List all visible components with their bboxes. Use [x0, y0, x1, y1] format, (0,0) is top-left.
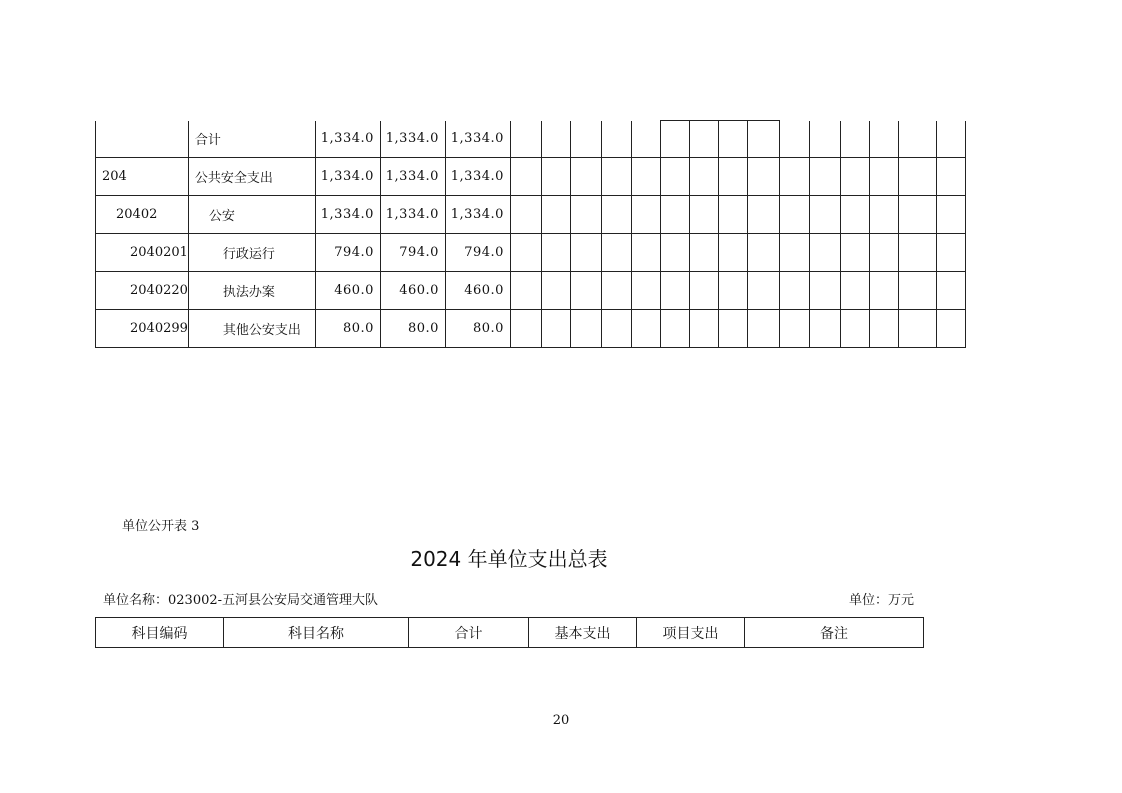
- table-number-label: 单位公开表 3: [122, 519, 200, 534]
- table-row: [96, 234, 966, 272]
- table-row: [96, 310, 966, 348]
- empty-cell: [718, 158, 747, 196]
- empty-cell: [510, 196, 541, 234]
- empty-cell: [570, 272, 601, 310]
- empty-cell: [570, 234, 601, 272]
- empty-cell: [840, 158, 869, 196]
- empty-cell: [689, 158, 718, 196]
- empty-cell: [747, 272, 779, 310]
- currency-unit-label: 单位：万元: [849, 593, 915, 608]
- empty-cell: [718, 121, 747, 158]
- amount-cell: 460.0: [445, 272, 510, 310]
- empty-cell: [601, 158, 631, 196]
- empty-cell: [510, 234, 541, 272]
- empty-cell: [809, 121, 840, 158]
- empty-cell: [541, 158, 570, 196]
- empty-cell: [718, 196, 747, 234]
- empty-cell: [840, 310, 869, 348]
- empty-cell: [840, 272, 869, 310]
- empty-cell: [689, 234, 718, 272]
- empty-cell: [840, 121, 869, 158]
- empty-cell: [747, 196, 779, 234]
- empty-cell: [660, 158, 689, 196]
- header-cell: 合计: [409, 618, 529, 648]
- empty-cell: [809, 310, 840, 348]
- amount-cell: 794.0: [315, 234, 380, 272]
- table-row: [96, 121, 966, 158]
- empty-cell: [631, 272, 660, 310]
- empty-cell: [936, 234, 965, 272]
- empty-cell: [898, 196, 936, 234]
- subject-code-cell: 204: [96, 158, 189, 196]
- empty-cell: [541, 272, 570, 310]
- amount-cell: 460.0: [380, 272, 445, 310]
- empty-cell: [631, 234, 660, 272]
- empty-cell: [779, 158, 809, 196]
- table-row: [96, 272, 966, 310]
- empty-cell: [936, 158, 965, 196]
- amount-cell: 794.0: [380, 234, 445, 272]
- empty-cell: [541, 121, 570, 158]
- subject-code-cell: 2040299: [96, 310, 189, 348]
- header-cell: 基本支出: [529, 618, 637, 648]
- empty-cell: [718, 234, 747, 272]
- amount-cell: 794.0: [445, 234, 510, 272]
- empty-cell: [660, 196, 689, 234]
- empty-cell: [660, 310, 689, 348]
- empty-cell: [631, 158, 660, 196]
- empty-cell: [779, 234, 809, 272]
- amount-cell: 1,334.0: [445, 121, 510, 158]
- empty-cell: [689, 121, 718, 158]
- empty-cell: [601, 121, 631, 158]
- empty-cell: [718, 310, 747, 348]
- header-cell: 项目支出: [637, 618, 745, 648]
- subject-code-cell: 2040220: [96, 272, 189, 310]
- empty-cell: [869, 158, 898, 196]
- empty-cell: [898, 121, 936, 158]
- empty-cell: [660, 272, 689, 310]
- empty-cell: [809, 158, 840, 196]
- empty-cell: [779, 310, 809, 348]
- subject-name-cell: 其他公安支出: [188, 310, 315, 348]
- empty-cell: [510, 158, 541, 196]
- empty-cell: [869, 121, 898, 158]
- empty-cell: [570, 310, 601, 348]
- empty-cell: [898, 158, 936, 196]
- empty-cell: [631, 196, 660, 234]
- amount-cell: 1,334.0: [315, 121, 380, 158]
- empty-cell: [936, 121, 965, 158]
- empty-cell: [631, 121, 660, 158]
- empty-cell: [840, 234, 869, 272]
- page-title: 2024 年单位支出总表: [410, 547, 608, 571]
- empty-cell: [601, 272, 631, 310]
- subject-code-cell: [96, 121, 189, 158]
- empty-cell: [510, 121, 541, 158]
- empty-cell: [779, 196, 809, 234]
- empty-cell: [601, 234, 631, 272]
- amount-cell: 1,334.0: [315, 196, 380, 234]
- empty-cell: [747, 310, 779, 348]
- empty-cell: [869, 272, 898, 310]
- amount-cell: 80.0: [380, 310, 445, 348]
- subject-name-cell: 执法办案: [188, 272, 315, 310]
- empty-cell: [718, 272, 747, 310]
- empty-cell: [660, 234, 689, 272]
- empty-cell: [936, 196, 965, 234]
- empty-cell: [779, 272, 809, 310]
- amount-cell: 1,334.0: [380, 196, 445, 234]
- empty-cell: [898, 310, 936, 348]
- empty-cell: [601, 196, 631, 234]
- empty-cell: [809, 196, 840, 234]
- empty-cell: [631, 310, 660, 348]
- table-row: [96, 158, 966, 196]
- subject-name-cell: 公共安全支出: [188, 158, 315, 196]
- empty-cell: [541, 196, 570, 234]
- empty-cell: [570, 158, 601, 196]
- amount-cell: 1,334.0: [380, 158, 445, 196]
- empty-cell: [541, 234, 570, 272]
- empty-cell: [747, 158, 779, 196]
- table-header-row: [96, 618, 924, 648]
- amount-cell: 1,334.0: [445, 158, 510, 196]
- subject-code-cell: 20402: [96, 196, 189, 234]
- subject-name-cell: 行政运行: [188, 234, 315, 272]
- empty-cell: [689, 272, 718, 310]
- header-cell: 科目名称: [224, 618, 409, 648]
- empty-cell: [869, 196, 898, 234]
- amount-cell: 1,334.0: [380, 121, 445, 158]
- amount-cell: 1,334.0: [445, 196, 510, 234]
- amount-cell: 460.0: [315, 272, 380, 310]
- expenditure-table-continued: [95, 120, 966, 348]
- empty-cell: [936, 272, 965, 310]
- unit-name-label: 单位名称：023002-五河县公安局交通管理大队: [103, 593, 379, 608]
- empty-cell: [689, 196, 718, 234]
- header-cell: 备注: [745, 618, 924, 648]
- empty-cell: [601, 310, 631, 348]
- empty-cell: [660, 121, 689, 158]
- empty-cell: [510, 310, 541, 348]
- empty-cell: [541, 310, 570, 348]
- empty-cell: [779, 121, 809, 158]
- amount-cell: 80.0: [315, 310, 380, 348]
- empty-cell: [898, 234, 936, 272]
- empty-cell: [570, 196, 601, 234]
- empty-cell: [809, 272, 840, 310]
- amount-cell: 1,334.0: [315, 158, 380, 196]
- table-row: [96, 196, 966, 234]
- empty-cell: [570, 121, 601, 158]
- empty-cell: [747, 121, 779, 158]
- subject-name-cell: 公安: [188, 196, 315, 234]
- empty-cell: [840, 196, 869, 234]
- subject-code-cell: 2040201: [96, 234, 189, 272]
- empty-cell: [747, 234, 779, 272]
- empty-cell: [936, 310, 965, 348]
- header-cell: 科目编码: [96, 618, 224, 648]
- expenditure-summary-table: [95, 617, 924, 648]
- empty-cell: [869, 234, 898, 272]
- amount-cell: 80.0: [445, 310, 510, 348]
- empty-cell: [869, 310, 898, 348]
- empty-cell: [510, 272, 541, 310]
- page-number: 20: [552, 713, 570, 728]
- subject-name-cell: 合计: [188, 121, 315, 158]
- empty-cell: [809, 234, 840, 272]
- empty-cell: [689, 310, 718, 348]
- empty-cell: [898, 272, 936, 310]
